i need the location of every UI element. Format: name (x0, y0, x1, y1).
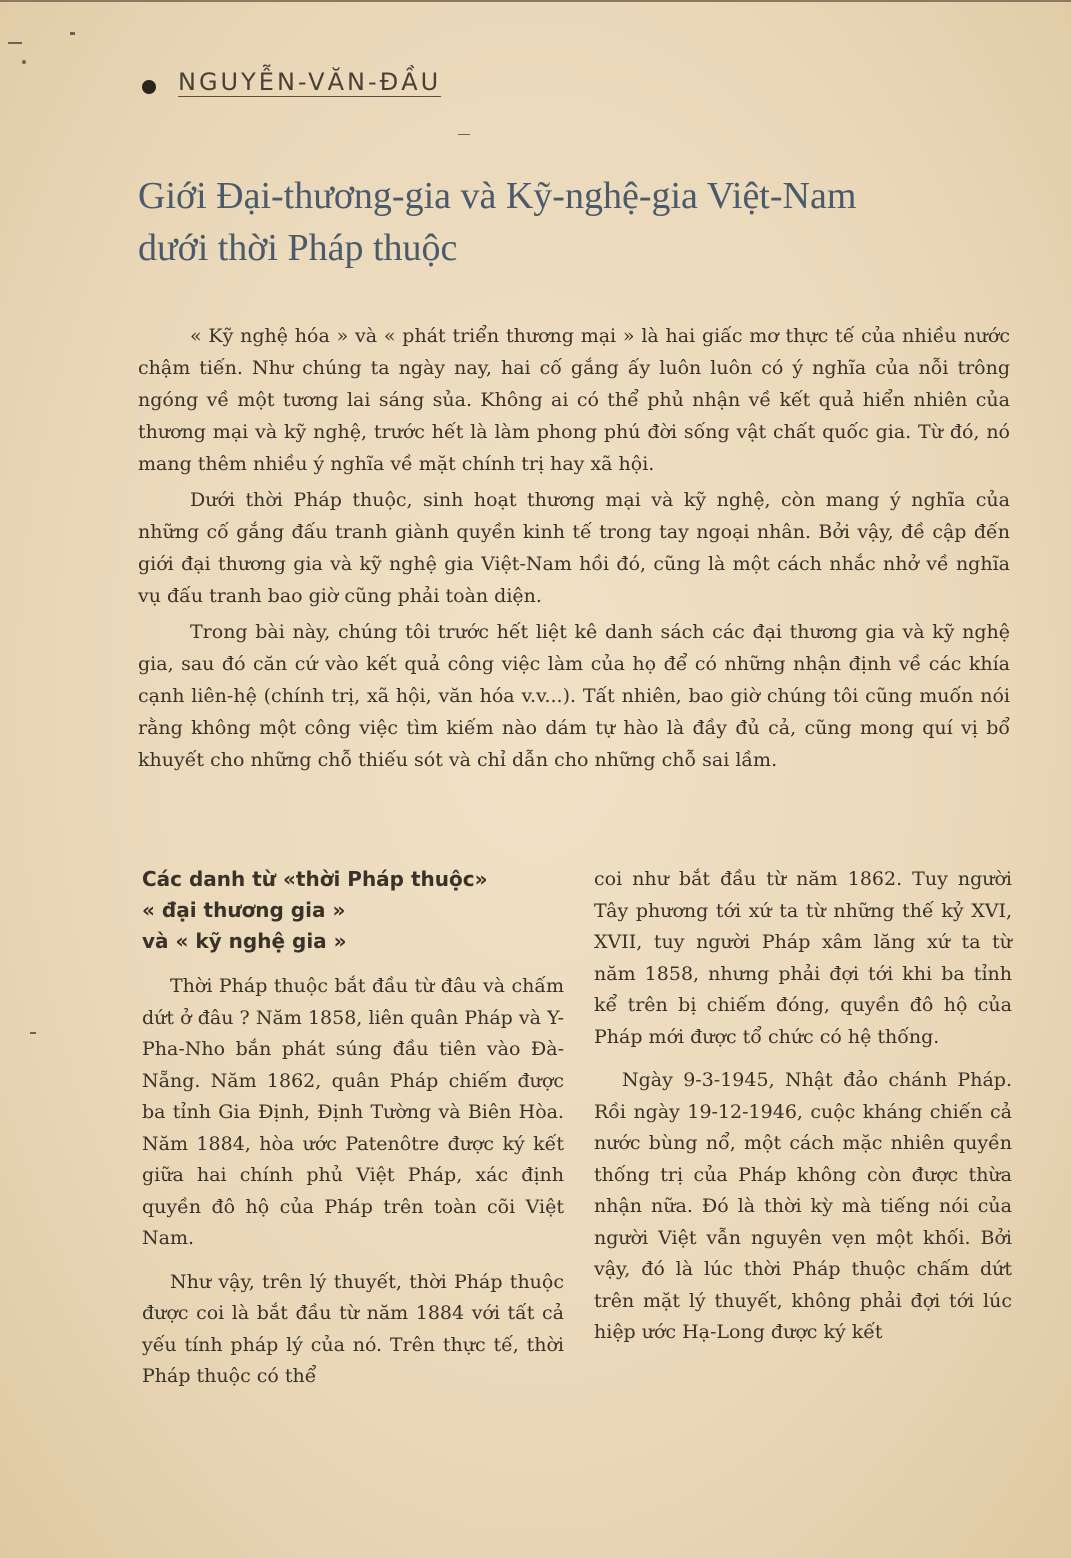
left-column (142, 864, 564, 1405)
margin-mark (8, 42, 22, 44)
section-heading (142, 864, 564, 957)
section-heading-line: « đại thương gia » (142, 898, 346, 922)
margin-mark (458, 134, 470, 135)
margin-mark (22, 60, 26, 64)
intro-paragraph: Trong bài này, chúng tôi trước hết liệt kê danh sách các đại thương gia và kỹ nghệ gia, sau đó căn cứ vào kết quả công việc làm của họ để có những nhận định về các khía cạnh liên-hệ (chính trị, xã hội, văn hóa v.v...). Tất nhiên, bao giờ chúng tôi cũng muốn nói rằng không một công việc tìm kiếm nào dám tự hào là đầy đủ cả, cũng mong quí vị bổ khuyết cho những chỗ thiếu sót và chỉ dẫn cho những chỗ sai lầm. (138, 621, 1010, 771)
body-paragraph: Như vậy, trên lý thuyết, thời Pháp thuộc được coi là bắt đầu từ năm 1884 với tất cả yếu tính pháp lý của nó. Trên thực tế, thời Pháp thuộc có thể (142, 1270, 564, 1387)
body-paragraph: coi như bắt đầu từ năm 1862. Tuy người Tây phương tới xứ ta từ những thế kỷ XVI, XVII, tuy người Pháp xâm lăng xứ ta từ năm 1858, nhưng phải đợi tới khi ba tỉnh kể trên bị chiếm đóng, quyền đô hộ của Pháp mới được tổ chức có hệ thống. (594, 868, 1012, 1048)
title-line-2: dưới thời Pháp thuộc (138, 227, 458, 269)
intro-paragraph: « Kỹ nghệ hóa » và « phát triển thương mại » là hai giấc mơ thực tế của nhiều nước chậm tiến. Như chúng ta ngày nay, hai cố gắng ấy luôn luôn có ý nghĩa của nỗi trông ngóng về một tương lai sáng sủa. Không ai có thể phủ nhận về kết quả hiển nhiên của thương mại và kỹ nghệ, trước hết là làm phong phú đời sống vật chất quốc gia. Từ đó, nó mang thêm nhiều ý nghĩa về mặt chính trị hay xã hội. (138, 325, 1010, 475)
section-heading-line: và « kỹ nghệ gia » (142, 929, 347, 953)
title-line-1: Giới Đại-thương-gia và Kỹ-nghệ-gia Việt-Nam (138, 175, 857, 217)
intro-paragraph: Dưới thời Pháp thuộc, sinh hoạt thương mại và kỹ nghệ, còn mang ý nghĩa của những cố gắng đấu tranh giành quyền kinh tế trong tay ngoại nhân. Bởi vậy, đề cập đến giới đại thương gia và kỹ nghệ gia Việt-Nam hồi đó, cũng là một cách nhắc nhở về nghĩa vụ đấu tranh bao giờ cũng phải toàn diện. (138, 489, 1010, 607)
author-name: NGUYỄN-VĂN-ĐẦU (178, 68, 442, 96)
article-title (138, 170, 1018, 274)
margin-mark (70, 32, 75, 35)
author-bullet-icon (142, 80, 156, 94)
right-column (594, 864, 1012, 1361)
margin-mark (30, 1032, 36, 1034)
body-paragraph: Ngày 9-3-1945, Nhật đảo chánh Pháp. Rồi ngày 19-12-1946, cuộc kháng chiến cả nước bùng nổ, một cách mặc nhiên quyền thống trị của Pháp không còn được thừa nhận nữa. Đó là thời kỳ mà tiếng nói của người Việt vẫn nguyên vẹn một khối. Bởi vậy, đó là lúc thời Pháp thuộc chấm dứt trên mặt lý thuyết, không phải đợi tới lúc hiệp ước Hạ-Long được ký kết (594, 1069, 1012, 1343)
body-paragraph: Thời Pháp thuộc bắt đầu từ đâu và chấm dứt ở đâu ? Năm 1858, liên quân Pháp và Y-Pha-Nho bắn phát súng đầu tiên vào Đà-Nẵng. Năm 1862, quân Pháp chiếm được ba tỉnh Gia Định, Định Tường và Biên Hòa. Năm 1884, hòa ước Patenôtre được ký kết giữa hai chính phủ Việt Pháp, xác định quyền đô hộ của Pháp trên toàn cõi Việt Nam. (142, 975, 564, 1249)
intro-section (138, 320, 1010, 780)
section-heading-line: Các danh từ «thời Pháp thuộc» (142, 867, 488, 891)
